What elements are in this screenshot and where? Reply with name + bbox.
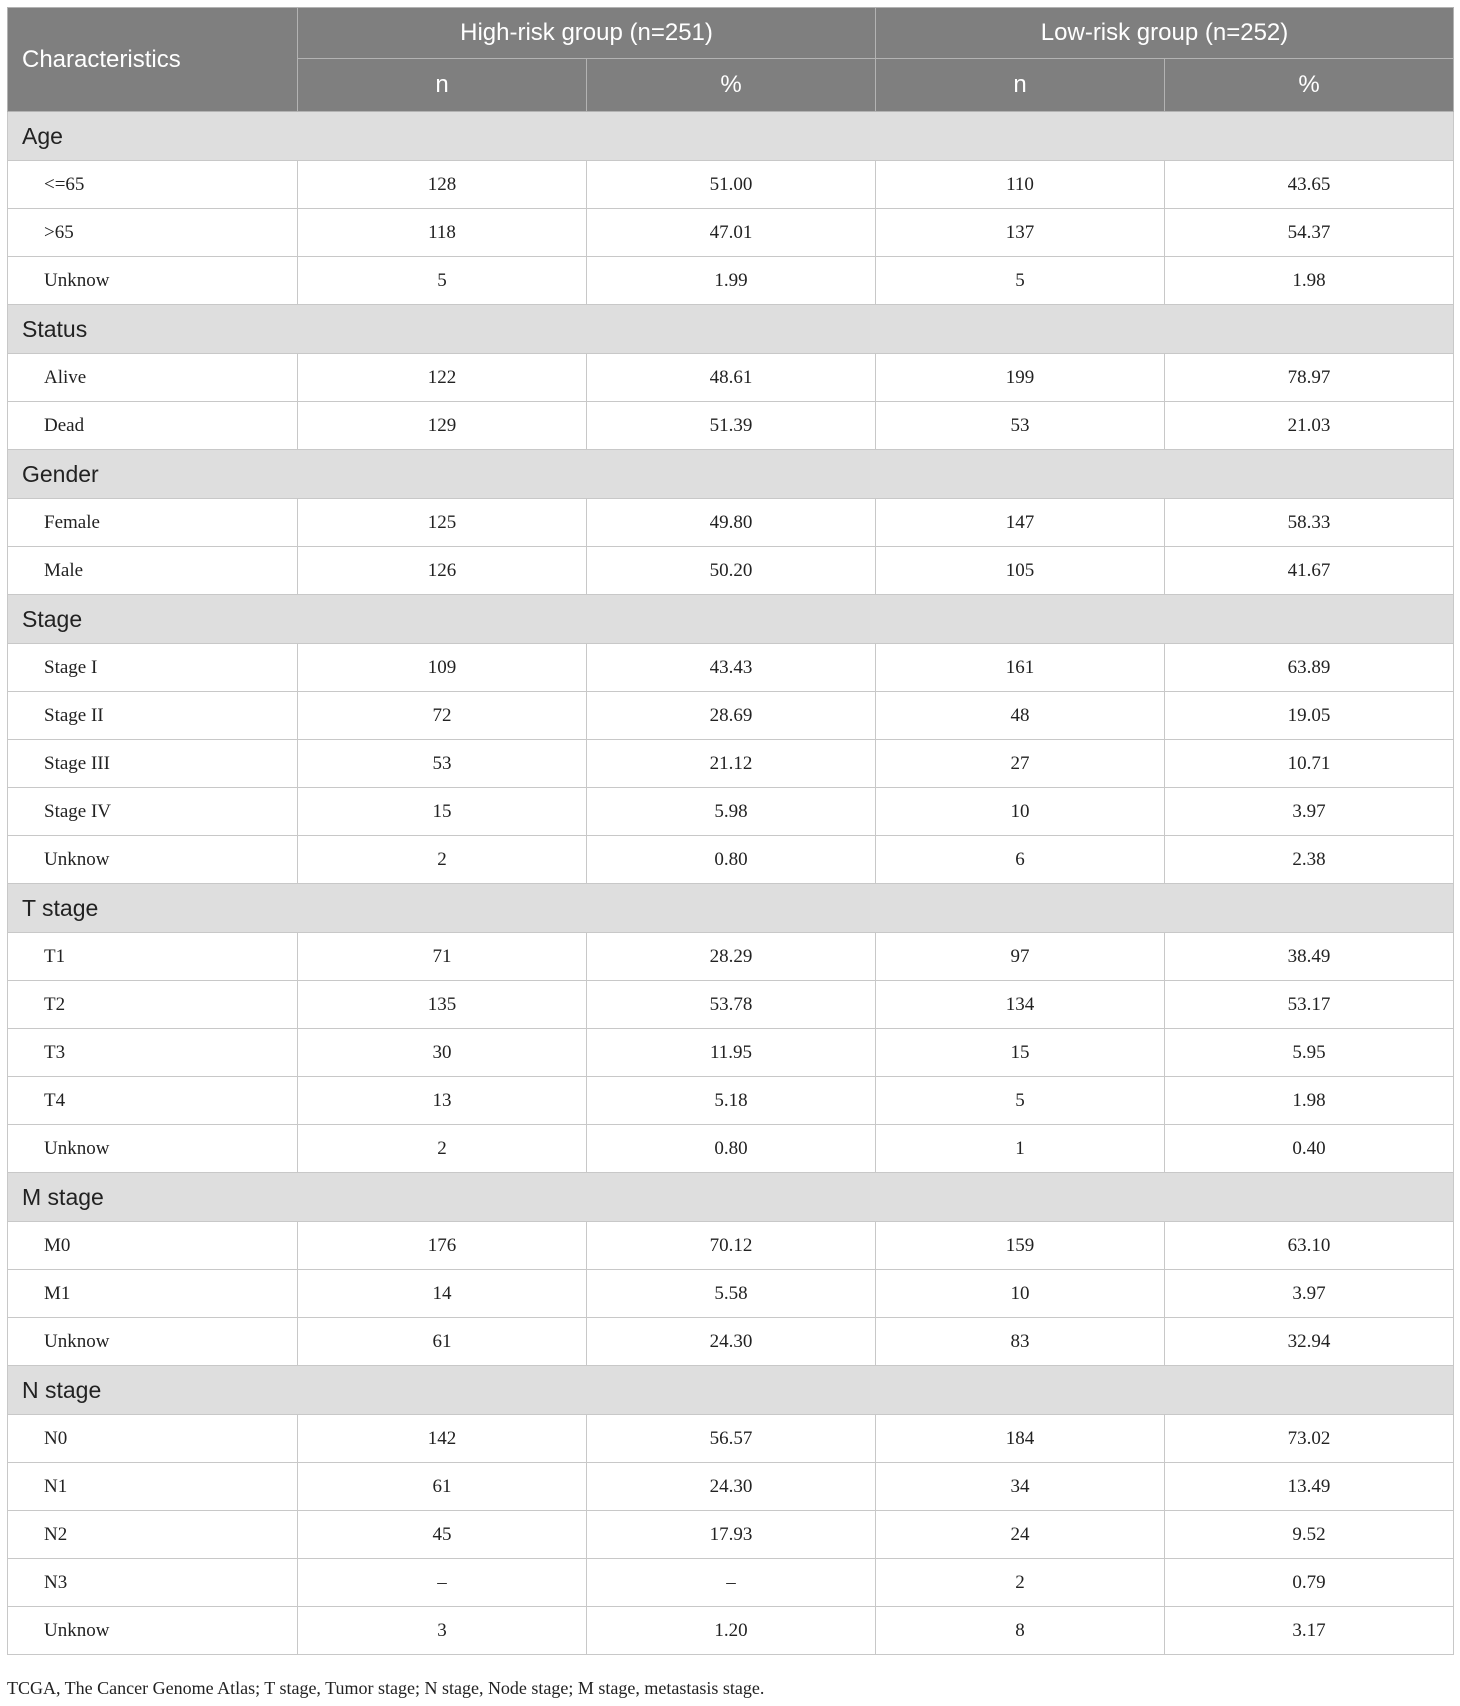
table-row (8, 836, 1454, 884)
table-row (8, 161, 1454, 209)
table-row (8, 1415, 1454, 1463)
row-label: Unknow (8, 257, 298, 305)
low-risk-pct-cell: 3.97 (1165, 788, 1454, 836)
low-risk-pct-cell: 1.98 (1165, 257, 1454, 305)
high-risk-pct-cell: 56.57 (587, 1415, 876, 1463)
low-risk-n-cell: 199 (876, 354, 1165, 402)
high-risk-n-cell: 129 (298, 402, 587, 450)
high-risk-n-cell: 13 (298, 1077, 587, 1125)
low-risk-pct-cell: 10.71 (1165, 740, 1454, 788)
row-label: N0 (8, 1415, 298, 1463)
low-risk-pct-cell: 63.10 (1165, 1222, 1454, 1270)
high-risk-pct-cell: 0.80 (587, 1125, 876, 1173)
high-risk-pct-cell: 5.98 (587, 788, 876, 836)
high-risk-n-cell: 45 (298, 1511, 587, 1559)
low-risk-pct-cell: 21.03 (1165, 402, 1454, 450)
low-risk-pct-cell: 78.97 (1165, 354, 1454, 402)
high-risk-n-cell: 5 (298, 257, 587, 305)
high-risk-n-cell: 109 (298, 644, 587, 692)
high-risk-n-cell: 14 (298, 1270, 587, 1318)
table-row (8, 1559, 1454, 1607)
table-row (8, 209, 1454, 257)
high-risk-pct-cell: 5.58 (587, 1270, 876, 1318)
high-risk-n-cell: – (298, 1559, 587, 1607)
low-risk-n-cell: 137 (876, 209, 1165, 257)
table-row (8, 1607, 1454, 1655)
low-risk-pct-cell: 5.95 (1165, 1029, 1454, 1077)
high-risk-pct-cell: 28.29 (587, 933, 876, 981)
high-risk-n-cell: 125 (298, 499, 587, 547)
high-risk-n-cell: 61 (298, 1463, 587, 1511)
high-risk-n-cell: 72 (298, 692, 587, 740)
table-row (8, 547, 1454, 595)
section-row (8, 884, 1454, 933)
row-label: T1 (8, 933, 298, 981)
header-low-n: n (876, 59, 1165, 112)
low-risk-pct-cell: 41.67 (1165, 547, 1454, 595)
low-risk-pct-cell: 73.02 (1165, 1415, 1454, 1463)
high-risk-pct-cell: 0.80 (587, 836, 876, 884)
low-risk-pct-cell: 2.38 (1165, 836, 1454, 884)
low-risk-n-cell: 8 (876, 1607, 1165, 1655)
high-risk-pct-cell: 5.18 (587, 1077, 876, 1125)
row-label: T4 (8, 1077, 298, 1125)
high-risk-n-cell: 118 (298, 209, 587, 257)
high-risk-n-cell: 176 (298, 1222, 587, 1270)
row-label: Female (8, 499, 298, 547)
row-label: T3 (8, 1029, 298, 1077)
row-label: <=65 (8, 161, 298, 209)
low-risk-n-cell: 15 (876, 1029, 1165, 1077)
section-title: Age (8, 112, 1454, 161)
high-risk-n-cell: 61 (298, 1318, 587, 1366)
low-risk-n-cell: 5 (876, 257, 1165, 305)
low-risk-n-cell: 83 (876, 1318, 1165, 1366)
high-risk-n-cell: 142 (298, 1415, 587, 1463)
low-risk-n-cell: 5 (876, 1077, 1165, 1125)
row-label: Unknow (8, 836, 298, 884)
row-label: Unknow (8, 1607, 298, 1655)
table-body (8, 112, 1454, 1655)
high-risk-pct-cell: 17.93 (587, 1511, 876, 1559)
table-row (8, 354, 1454, 402)
low-risk-n-cell: 1 (876, 1125, 1165, 1173)
header-high-risk-group: High-risk group (n=251) (298, 8, 876, 59)
row-label: Stage II (8, 692, 298, 740)
low-risk-n-cell: 24 (876, 1511, 1165, 1559)
section-row (8, 450, 1454, 499)
section-title: T stage (8, 884, 1454, 933)
header-high-pct: % (587, 59, 876, 112)
section-row (8, 1366, 1454, 1415)
table-container (7, 7, 1454, 1655)
low-risk-n-cell: 110 (876, 161, 1165, 209)
low-risk-pct-cell: 9.52 (1165, 1511, 1454, 1559)
low-risk-n-cell: 34 (876, 1463, 1165, 1511)
table-row (8, 1077, 1454, 1125)
table-row (8, 1511, 1454, 1559)
row-label: M0 (8, 1222, 298, 1270)
table-row (8, 1029, 1454, 1077)
low-risk-pct-cell: 38.49 (1165, 933, 1454, 981)
table-row (8, 499, 1454, 547)
low-risk-n-cell: 10 (876, 788, 1165, 836)
low-risk-pct-cell: 43.65 (1165, 161, 1454, 209)
high-risk-pct-cell: 49.80 (587, 499, 876, 547)
high-risk-pct-cell: 51.39 (587, 402, 876, 450)
low-risk-n-cell: 161 (876, 644, 1165, 692)
low-risk-n-cell: 147 (876, 499, 1165, 547)
low-risk-pct-cell: 53.17 (1165, 981, 1454, 1029)
section-row (8, 305, 1454, 354)
row-label: M1 (8, 1270, 298, 1318)
low-risk-pct-cell: 63.89 (1165, 644, 1454, 692)
high-risk-n-cell: 135 (298, 981, 587, 1029)
high-risk-pct-cell: 24.30 (587, 1318, 876, 1366)
low-risk-n-cell: 97 (876, 933, 1165, 981)
high-risk-n-cell: 53 (298, 740, 587, 788)
low-risk-n-cell: 159 (876, 1222, 1165, 1270)
section-title: Gender (8, 450, 1454, 499)
characteristics-table (7, 7, 1454, 1655)
table-row (8, 933, 1454, 981)
high-risk-pct-cell: 11.95 (587, 1029, 876, 1077)
header-characteristics: Characteristics (8, 8, 298, 112)
low-risk-n-cell: 105 (876, 547, 1165, 595)
table-footnote: TCGA, The Cancer Genome Atlas; T stage, Tumor stage; N stage, Node stage; M stage, metastasis stage. (7, 1678, 765, 1698)
high-risk-pct-cell: 70.12 (587, 1222, 876, 1270)
row-label: Unknow (8, 1125, 298, 1173)
table-row (8, 1222, 1454, 1270)
row-label: Dead (8, 402, 298, 450)
table-row (8, 1125, 1454, 1173)
high-risk-n-cell: 2 (298, 1125, 587, 1173)
low-risk-n-cell: 2 (876, 1559, 1165, 1607)
low-risk-n-cell: 27 (876, 740, 1165, 788)
table-row (8, 1463, 1454, 1511)
header-high-n: n (298, 59, 587, 112)
high-risk-pct-cell: 50.20 (587, 547, 876, 595)
high-risk-pct-cell: 43.43 (587, 644, 876, 692)
table-row (8, 981, 1454, 1029)
section-title: N stage (8, 1366, 1454, 1415)
high-risk-pct-cell: 53.78 (587, 981, 876, 1029)
low-risk-n-cell: 134 (876, 981, 1165, 1029)
section-title: Stage (8, 595, 1454, 644)
high-risk-n-cell: 126 (298, 547, 587, 595)
table-row (8, 402, 1454, 450)
low-risk-pct-cell: 3.97 (1165, 1270, 1454, 1318)
row-label: >65 (8, 209, 298, 257)
high-risk-n-cell: 2 (298, 836, 587, 884)
row-label: Alive (8, 354, 298, 402)
row-label: T2 (8, 981, 298, 1029)
high-risk-pct-cell: – (587, 1559, 876, 1607)
low-risk-pct-cell: 32.94 (1165, 1318, 1454, 1366)
section-row (8, 112, 1454, 161)
row-label: Male (8, 547, 298, 595)
row-label: N3 (8, 1559, 298, 1607)
high-risk-pct-cell: 47.01 (587, 209, 876, 257)
low-risk-pct-cell: 0.40 (1165, 1125, 1454, 1173)
high-risk-n-cell: 128 (298, 161, 587, 209)
section-title: Status (8, 305, 1454, 354)
low-risk-pct-cell: 0.79 (1165, 1559, 1454, 1607)
high-risk-pct-cell: 51.00 (587, 161, 876, 209)
table-row (8, 1318, 1454, 1366)
low-risk-n-cell: 10 (876, 1270, 1165, 1318)
table-row (8, 692, 1454, 740)
row-label: Unknow (8, 1318, 298, 1366)
row-label: Stage III (8, 740, 298, 788)
low-risk-pct-cell: 19.05 (1165, 692, 1454, 740)
table-row (8, 644, 1454, 692)
row-label: Stage I (8, 644, 298, 692)
table-row (8, 740, 1454, 788)
high-risk-pct-cell: 48.61 (587, 354, 876, 402)
table-row (8, 257, 1454, 305)
high-risk-n-cell: 71 (298, 933, 587, 981)
section-row (8, 595, 1454, 644)
low-risk-pct-cell: 1.98 (1165, 1077, 1454, 1125)
header-low-risk-group: Low-risk group (n=252) (876, 8, 1454, 59)
row-label: N1 (8, 1463, 298, 1511)
high-risk-n-cell: 122 (298, 354, 587, 402)
high-risk-pct-cell: 1.99 (587, 257, 876, 305)
high-risk-n-cell: 3 (298, 1607, 587, 1655)
low-risk-n-cell: 53 (876, 402, 1165, 450)
low-risk-pct-cell: 54.37 (1165, 209, 1454, 257)
high-risk-pct-cell: 24.30 (587, 1463, 876, 1511)
low-risk-n-cell: 48 (876, 692, 1165, 740)
low-risk-pct-cell: 13.49 (1165, 1463, 1454, 1511)
low-risk-pct-cell: 3.17 (1165, 1607, 1454, 1655)
table-row (8, 1270, 1454, 1318)
section-row (8, 1173, 1454, 1222)
header-low-pct: % (1165, 59, 1454, 112)
high-risk-pct-cell: 28.69 (587, 692, 876, 740)
low-risk-pct-cell: 58.33 (1165, 499, 1454, 547)
table-row (8, 788, 1454, 836)
high-risk-n-cell: 15 (298, 788, 587, 836)
row-label: Stage IV (8, 788, 298, 836)
table-header (8, 8, 1454, 112)
high-risk-pct-cell: 21.12 (587, 740, 876, 788)
section-title: M stage (8, 1173, 1454, 1222)
high-risk-n-cell: 30 (298, 1029, 587, 1077)
low-risk-n-cell: 6 (876, 836, 1165, 884)
row-label: N2 (8, 1511, 298, 1559)
high-risk-pct-cell: 1.20 (587, 1607, 876, 1655)
low-risk-n-cell: 184 (876, 1415, 1165, 1463)
